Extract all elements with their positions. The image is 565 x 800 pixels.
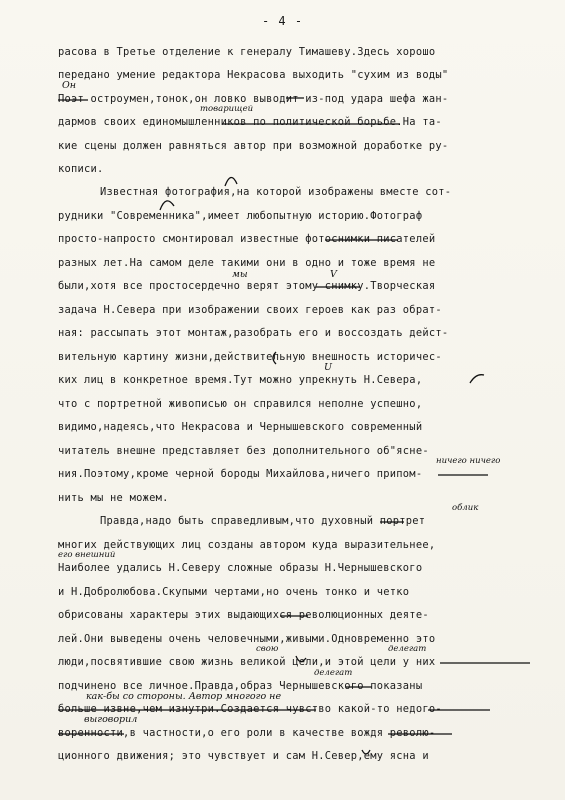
handwritten-insert: ничего ничего <box>436 456 501 466</box>
handwritten-insert: свою <box>256 644 279 654</box>
text-line: многих действующих лиц созданы автором куда выразительнее, <box>58 539 436 551</box>
text-line: кие сцены должен равняться автор при возможной доработке ру- <box>58 140 449 152</box>
text-line: больше извне,чем изнутри.Создается чувство какой-то недого- <box>58 703 442 715</box>
text-line: Известная фотография,на которой изображены вместе сот- <box>100 186 452 198</box>
handwritten-insert: делегат <box>388 644 427 654</box>
handwritten-insert: товарищей <box>200 104 254 114</box>
text-line: кописи. <box>58 163 104 175</box>
handwritten-insert: Он <box>62 80 77 91</box>
text-line: воренности,в частности,о его роли в качестве вождя револю- <box>58 727 436 739</box>
text-line: читатель внешне представляет без дополнительного об"ясне- <box>58 445 429 457</box>
text-line: и Н.Добролюбова.Скупыми чертами,но очень тонко и четко <box>58 586 410 598</box>
text-line: разных лет.На самом деле такими они в одно и тоже время не <box>58 257 436 269</box>
text-line: нить мы не можем. <box>58 492 169 504</box>
text-line: что с портретной живописью он справился неполне успешно, <box>58 398 423 410</box>
text-line: дармов своих единомышленников по политической борьбе.На та- <box>58 116 442 128</box>
text-line: ких лиц в конкретное время.Тут можно упрекнуть Н.Севера, <box>58 374 423 386</box>
text-line: Наиболее удались Н.Северу сложные образы Н.Чернышевского <box>58 562 423 574</box>
handwritten-insert: делегат <box>314 668 353 678</box>
text-line: ционного движения; это чувствует и сам Н.Север,ему ясна и <box>58 750 429 762</box>
handwritten-insert: U <box>324 362 333 373</box>
text-line: задача Н.Севера при изображении своих героев как раз обрат- <box>58 304 442 316</box>
text-line: Правда,надо быть справедливым,что духовный портрет <box>100 515 426 527</box>
text-line: были,хотя все простосердечно верят этому снимку.Творческая <box>58 280 436 292</box>
text-line: ния.Поэтому,кроме черной бороды Михайлова,ничего припом- <box>58 468 423 480</box>
text-line: передано умение редактора Некрасова выходить "сухим из воды" <box>58 69 449 81</box>
page-number: - 4 - <box>261 14 304 28</box>
text-line: видимо,надеясь,что Некрасова и Чернышевского современный <box>58 421 423 433</box>
text-line: вительную картину жизни,действительную внешность историчес- <box>58 351 442 363</box>
text-line: лей.Они выведены очень человечными,живыми.Одновременно это <box>58 633 436 645</box>
text-line: подчинено все личное.Правда,образ Чернышевского показаны <box>58 680 423 692</box>
handwritten-insert: его внешний <box>58 550 116 560</box>
text-line: ная: рассыпать этот монтаж,разобрать его и воссоздать дейст- <box>58 327 449 339</box>
handwritten-insert: мы <box>232 269 248 280</box>
handwritten-insert: выговорил <box>84 714 138 725</box>
handwritten-insert: V <box>330 269 337 280</box>
text-line: обрисованы характеры этих выдающихся революционных деяте- <box>58 609 429 621</box>
handwritten-insert: облик <box>452 503 479 513</box>
text-line: просто-напросто смонтировал известные фотоснимки писателей <box>58 233 436 245</box>
text-line: люди,посвятившие свою жизнь великой цели,и этой цели у них <box>58 656 436 668</box>
text-line: рудники "Современника",имеет любопытную историю.Фотограф <box>58 210 423 222</box>
text-line: Поэт остроумен,тонок,он ловко выводит из-под удара шефа жан- <box>58 93 449 105</box>
text-line: расова в Третье отделение к генералу Тимашеву.Здесь хорошо <box>58 46 436 58</box>
handwritten-insert: как-бы со стороны. Автор многого не <box>86 691 282 702</box>
